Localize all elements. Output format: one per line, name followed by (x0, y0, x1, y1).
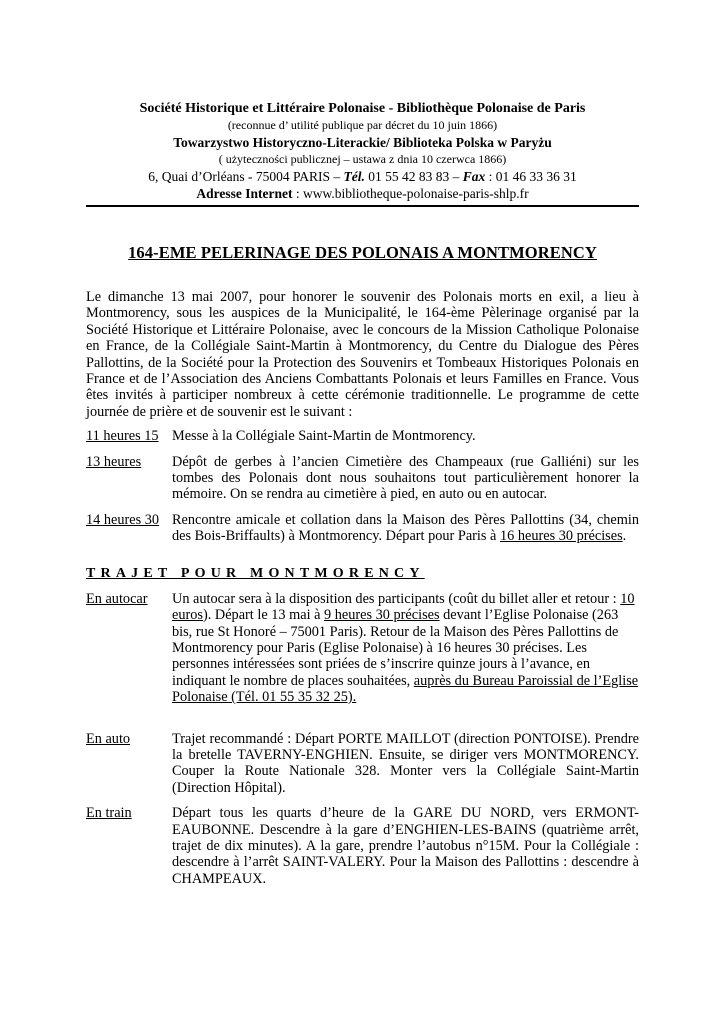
schedule-item (86, 454, 639, 503)
schedule-text-main: Rencontre amicale et collation dans la Maison des Pères Pallottins (34, chemin des Bois-Briffaults) à Montmorency. Départ pour Paris à (172, 511, 639, 545)
fax-value: : 01 46 33 36 31 (488, 169, 577, 184)
transport-item (86, 591, 639, 706)
transport-item (86, 805, 639, 887)
society-name-pl: Towarzystwo Historyczno-Literackie/ Biblioteka Polska w Paryżu (173, 135, 552, 150)
intro-paragraph: Le dimanche 13 mai 2007, pour honorer le souvenir des Polonais morts en exil, a lieu à Montmorency, sous les auspices de la Municipalité, le 164-ème Pèlerinage organisé par la Société Historique et Littéraire Polonaise, avec le concours de la Mission Catholique Polonaise en France, de la Collégiale Saint-Martin à Montmorency, du Centre du Dialogue des Pères Pallottins, de la Société pour la Protection des Souvenirs et Tombeaux Historiques Polonais en France et de l’Association des Anciens Combattants Polonais et leurs Familles en France. Vous êtes invités à participer nombreux à cette cérémonie traditionnelle. Le programme de cette journée de prière et de souvenir est le suivant : (86, 289, 639, 420)
internet-value: : www.bibliotheque-polonaise-paris-shlp.fr (295, 186, 529, 201)
internet-label: Adresse Internet (196, 186, 293, 201)
postal-address: 6, Quai d’Orléans - 75004 PARIS – (148, 169, 341, 184)
transport-text: Trajet recommandé : Départ PORTE MAILLOT (direction PONTOISE). Prendre la bretelle TAVERNY-ENGHIEN. Ensuite, se diriger vers MONTMORENCY. Couper la Route Nationale 328. Monter vers la Collégiale Saint-Martin (Direction Hôpital). (172, 730, 639, 796)
society-name-fr: Société Historique et Littéraire Polonaise - Bibliothèque Polonaise de Paris (139, 101, 586, 116)
departure-time: 9 heures 30 précises (324, 607, 440, 624)
text-part: Un autocar sera à la disposition des participants (coût du billet aller et retour : (172, 590, 621, 607)
schedule-item (86, 512, 639, 545)
schedule-text (172, 512, 639, 545)
text-part: devant l’Eglise Polonaise (263 bis, rue St Honoré – 75001 Paris). Retour de la Maison des Pères Pallottins de Montmorency pour Paris (Eglise Polonaise) à 16 heures 30 précises. Les personnes intéressées sont priées de s’inscrire quinze jours à l’avance, en indiquant le nombre de places souhaitées, (172, 607, 619, 689)
transport-mode: En autocar (86, 590, 148, 607)
transport-item (86, 731, 639, 797)
section-heading-trajet: TRAJET POUR MONTMORENCY (86, 565, 425, 581)
schedule-time: 11 heures 15 (86, 428, 159, 445)
schedule-text-end: . (622, 528, 627, 545)
transport-mode: En auto (86, 730, 131, 747)
schedule-time: 13 heures (86, 453, 142, 470)
schedule-time: 14 heures 30 (86, 511, 160, 528)
transport-text (172, 591, 639, 706)
fax-label: Fax (462, 169, 486, 184)
tel-value: 01 55 42 83 83 – (368, 169, 460, 184)
schedule-text: Dépôt de gerbes à l’ancien Cimetière des Champeaux (rue Galliéni) sur les tombes des Polonais dont nous souhaitons tout particulièrement honorer la mémoire. On se rendra au cimetière à pied, en auto ou en autocar. (172, 453, 639, 503)
ticket-price: 10 euros (172, 590, 635, 624)
schedule-text: Messe à la Collégiale Saint-Martin de Montmorency. (172, 428, 476, 445)
schedule-item (86, 428, 639, 444)
header-divider (86, 205, 639, 207)
contact-line (86, 168, 639, 185)
return-time: 16 heures 30 précises (499, 528, 623, 545)
transport-mode: En train (86, 805, 132, 822)
text-part: ). Départ le 13 mai à (202, 607, 325, 624)
recognition-pl: ( użyteczności publicznej – ustawa z dnia 10 czerwca 1866) (218, 152, 507, 166)
document-page (86, 100, 639, 887)
letterhead (86, 100, 639, 202)
tel-label: Tél. (343, 169, 365, 184)
transport-text: Départ tous les quarts d’heure de la GARE DU NORD, vers ERMONT-EAUBONNE. Descendre à la gare d’ENGHIEN-LES-BAINS (quatrième arrêt, trajet de dix minutes). A la gare, prendre l’autobus n°15M. Pour la Collégiale : descendre à l’arrêt SAINT-VALERY. Pour la Maison des Pallottins : descendre à CHAMPEAUX. (172, 805, 639, 887)
document-title: 164-EME PELERINAGE DES POLONAIS A MONTMORENCY (128, 243, 597, 262)
registration-office: auprès du Bureau Paroissial de l’Eglise Polonaise (Tél. 01 55 35 32 25). (172, 672, 639, 706)
recognition-fr: (reconnue d’ utilité publique par décret du 10 juin 1866) (227, 118, 498, 132)
internet-line (86, 185, 639, 202)
